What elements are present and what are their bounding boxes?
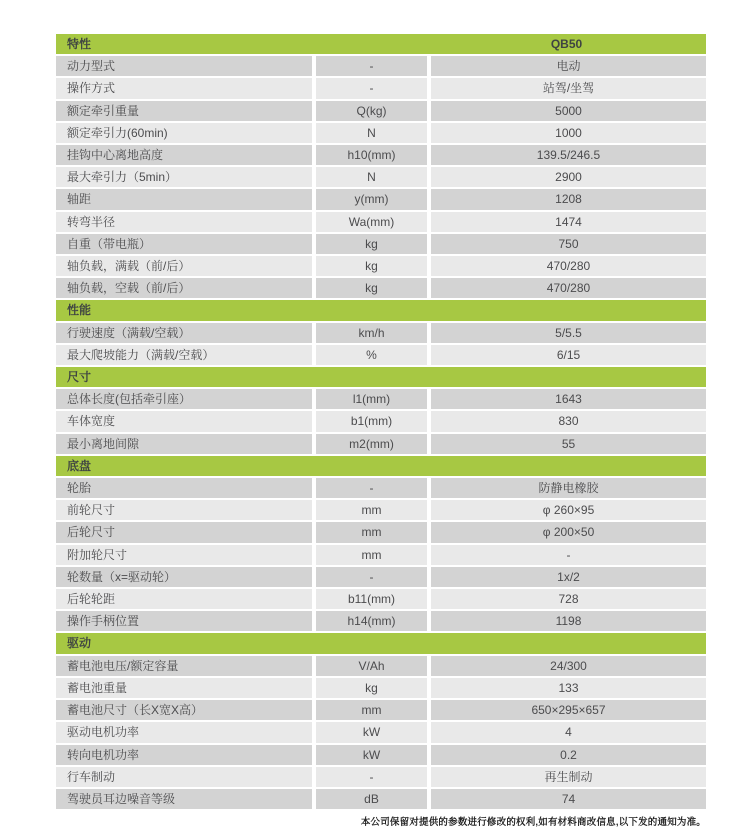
spec-value: 1x/2 <box>427 567 706 589</box>
spec-label: 蓄电池电压/额定容量 <box>56 656 312 678</box>
header-feature-label: 特性 <box>56 34 312 56</box>
spec-unit: - <box>312 478 427 500</box>
spec-value: 5000 <box>427 101 706 123</box>
section-header-row <box>56 633 706 655</box>
spec-value: 防静电橡胶 <box>427 478 706 500</box>
spec-label: 蓄电池重量 <box>56 678 312 700</box>
spec-unit: mm <box>312 545 427 567</box>
spec-unit: mm <box>312 500 427 522</box>
spec-label: 额定牵引力(60min) <box>56 123 312 145</box>
spec-value: 2900 <box>427 167 706 189</box>
spec-unit: V/Ah <box>312 656 427 678</box>
spec-value: 24/300 <box>427 656 706 678</box>
spec-value: 1208 <box>427 189 706 211</box>
spec-unit: kW <box>312 745 427 767</box>
spec-label: 前轮尺寸 <box>56 500 312 522</box>
table-row <box>56 278 706 300</box>
spec-unit: h14(mm) <box>312 611 427 633</box>
spec-value: 728 <box>427 589 706 611</box>
spec-label: 最小离地间隙 <box>56 434 312 456</box>
spec-value: 139.5/246.5 <box>427 145 706 167</box>
spec-unit: N <box>312 167 427 189</box>
spec-label: 动力型式 <box>56 56 312 78</box>
spec-label: 驾驶员耳边噪音等级 <box>56 789 312 811</box>
section-header-row <box>56 300 706 322</box>
section-header-row <box>56 456 706 478</box>
table-row <box>56 700 706 722</box>
table-row <box>56 611 706 633</box>
spec-label: 挂钩中心离地高度 <box>56 145 312 167</box>
spec-unit: kg <box>312 278 427 300</box>
table-row <box>56 167 706 189</box>
spec-value: 470/280 <box>427 278 706 300</box>
table-row <box>56 145 706 167</box>
table-row <box>56 234 706 256</box>
section-title: 性能 <box>56 300 706 322</box>
spec-unit: l1(mm) <box>312 389 427 411</box>
spec-sheet <box>56 34 706 811</box>
spec-value: φ 200×50 <box>427 522 706 544</box>
header-unit-cell <box>312 34 427 56</box>
spec-value: 6/15 <box>427 345 706 367</box>
spec-value: 830 <box>427 411 706 433</box>
spec-value: 1000 <box>427 123 706 145</box>
spec-value: 站驾/坐驾 <box>427 78 706 100</box>
spec-unit: - <box>312 78 427 100</box>
spec-value: 电动 <box>427 56 706 78</box>
spec-value: 1643 <box>427 389 706 411</box>
spec-unit: kg <box>312 678 427 700</box>
spec-unit: b11(mm) <box>312 589 427 611</box>
spec-table-body <box>56 56 706 811</box>
spec-unit: dB <box>312 789 427 811</box>
spec-unit: h10(mm) <box>312 145 427 167</box>
spec-value: 55 <box>427 434 706 456</box>
spec-unit: mm <box>312 522 427 544</box>
header-model-label: QB50 <box>427 34 706 56</box>
table-row <box>56 500 706 522</box>
section-title: 驱动 <box>56 633 706 655</box>
table-row <box>56 656 706 678</box>
table-row <box>56 767 706 789</box>
spec-value: - <box>427 545 706 567</box>
spec-value: 5/5.5 <box>427 323 706 345</box>
spec-value: 1474 <box>427 212 706 234</box>
spec-unit: Wa(mm) <box>312 212 427 234</box>
table-row <box>56 434 706 456</box>
table-row <box>56 789 706 811</box>
table-header-row <box>56 34 706 56</box>
spec-value: 74 <box>427 789 706 811</box>
spec-label: 行车制动 <box>56 767 312 789</box>
spec-label: 轴距 <box>56 189 312 211</box>
spec-value: 1198 <box>427 611 706 633</box>
spec-value: 4 <box>427 722 706 744</box>
table-row <box>56 56 706 78</box>
spec-unit: kg <box>312 234 427 256</box>
spec-value: 750 <box>427 234 706 256</box>
table-row <box>56 189 706 211</box>
disclaimer-text: 本公司保留对提供的参数进行修改的权利,如有材料商改信息,以下发的通知为准。 <box>360 817 706 828</box>
spec-unit: kW <box>312 722 427 744</box>
spec-label: 最大爬坡能力（满载/空载） <box>56 345 312 367</box>
table-row <box>56 522 706 544</box>
spec-unit: y(mm) <box>312 189 427 211</box>
spec-value: φ 260×95 <box>427 500 706 522</box>
spec-unit: N <box>312 123 427 145</box>
spec-value: 470/280 <box>427 256 706 278</box>
spec-unit: - <box>312 567 427 589</box>
table-row <box>56 78 706 100</box>
spec-label: 最大牵引力（5min） <box>56 167 312 189</box>
spec-unit: Q(kg) <box>312 101 427 123</box>
spec-unit: - <box>312 767 427 789</box>
table-row <box>56 323 706 345</box>
spec-label: 转向电机功率 <box>56 745 312 767</box>
table-row <box>56 567 706 589</box>
spec-label: 操作手柄位置 <box>56 611 312 633</box>
spec-label: 自重（带电瓶） <box>56 234 312 256</box>
table-row <box>56 589 706 611</box>
table-row <box>56 389 706 411</box>
spec-unit: % <box>312 345 427 367</box>
spec-label: 额定牵引重量 <box>56 101 312 123</box>
spec-label: 轴负载，满载（前/后） <box>56 256 312 278</box>
section-title: 尺寸 <box>56 367 706 389</box>
spec-label: 附加轮尺寸 <box>56 545 312 567</box>
table-row <box>56 411 706 433</box>
table-row <box>56 123 706 145</box>
spec-label: 总体长度(包括牵引座） <box>56 389 312 411</box>
table-row <box>56 678 706 700</box>
table-row <box>56 212 706 234</box>
table-row <box>56 722 706 744</box>
spec-unit: m2(mm) <box>312 434 427 456</box>
section-header-row <box>56 367 706 389</box>
table-row <box>56 478 706 500</box>
spec-label: 操作方式 <box>56 78 312 100</box>
table-row <box>56 545 706 567</box>
spec-unit: km/h <box>312 323 427 345</box>
spec-table <box>56 34 706 811</box>
table-row <box>56 101 706 123</box>
spec-label: 轴负载，空载（前/后） <box>56 278 312 300</box>
spec-label: 轮胎 <box>56 478 312 500</box>
spec-label: 蓄电池尺寸（长X宽X高） <box>56 700 312 722</box>
section-title: 底盘 <box>56 456 706 478</box>
table-row <box>56 745 706 767</box>
spec-value: 0.2 <box>427 745 706 767</box>
spec-unit: b1(mm) <box>312 411 427 433</box>
spec-value: 133 <box>427 678 706 700</box>
table-row <box>56 345 706 367</box>
spec-unit: kg <box>312 256 427 278</box>
spec-unit: - <box>312 56 427 78</box>
spec-label: 驱动电机功率 <box>56 722 312 744</box>
spec-label: 转弯半径 <box>56 212 312 234</box>
spec-value: 650×295×657 <box>427 700 706 722</box>
spec-label: 轮数量（x=驱动轮） <box>56 567 312 589</box>
spec-label: 车体宽度 <box>56 411 312 433</box>
spec-value: 再生制动 <box>427 767 706 789</box>
spec-label: 后轮轮距 <box>56 589 312 611</box>
spec-label: 后轮尺寸 <box>56 522 312 544</box>
spec-unit: mm <box>312 700 427 722</box>
table-row <box>56 256 706 278</box>
spec-label: 行驶速度（满载/空载） <box>56 323 312 345</box>
